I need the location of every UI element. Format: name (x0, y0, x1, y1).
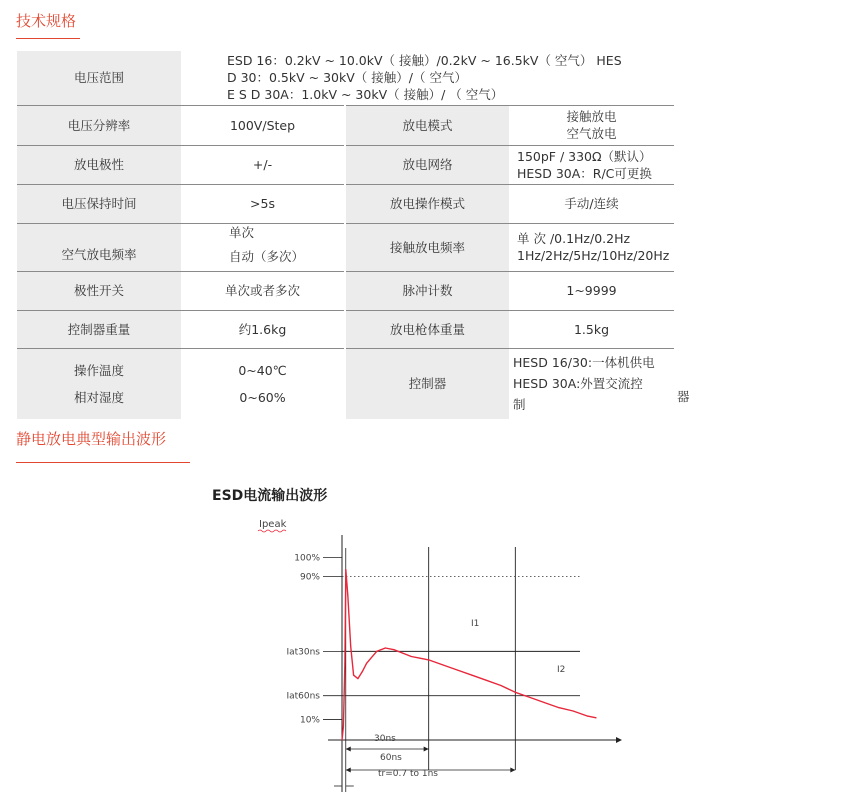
dim-60ns-head (510, 768, 515, 773)
spec-label: 操作温度 相对湿度 (17, 348, 181, 419)
spec-label: 电压分辨率 (17, 105, 181, 145)
waveform-point (370, 658, 371, 659)
spec-value: 接触放电 空气放电 (509, 105, 674, 145)
y-tick-label: 90% (299, 572, 320, 583)
spec-value: 150pF / 330Ω（默认） HESD 30A：R/C可更换 (509, 145, 674, 184)
spec-value: 单次 自动（多次） (181, 223, 345, 271)
spec-label: 空气放电频率 (17, 223, 181, 271)
y-tick-label: Iat30ns (286, 647, 320, 658)
waveform-point (345, 569, 346, 570)
waveform-point (385, 647, 386, 648)
waveform-point (428, 659, 429, 660)
spec-value: 单次或者多次 (181, 271, 345, 310)
waveform-point (457, 670, 458, 671)
spec-label: 控制器 (345, 348, 509, 419)
waveform-curve (342, 570, 596, 740)
spec-label: 极性开关 (17, 271, 181, 310)
waveform-point (411, 656, 412, 657)
y-axis-label: Ipeak (259, 519, 287, 530)
waveform-point (443, 664, 444, 665)
dim-30ns-tail (346, 747, 351, 752)
waveform-point (393, 649, 394, 650)
waveform-point (362, 671, 363, 672)
spec-value: >5s (181, 184, 345, 223)
waveform-point (357, 678, 358, 679)
waveform-point (486, 680, 487, 681)
spec-label: 脉冲计数 (345, 271, 509, 310)
spec-value: 0~40℃ 0~60% (181, 348, 345, 419)
waveform-point (419, 658, 420, 659)
waveform-point (343, 726, 344, 727)
spec-label: 电压保持时间 (17, 184, 181, 223)
y-label-underline (258, 530, 286, 532)
spec-label: 电压范围 (17, 51, 181, 105)
dim-60ns-tail (346, 768, 351, 773)
spec-value: ESD 16：0.2kV ~ 10.0kV（ 接触）/0.2kV ~ 16.5kV（ 空气） HES D 30：0.5kV ~ 30kV（ 接触）/（ 空气） E S D 30A：1.0kV ~ 30kV（ 接触）/ （ 空气） (181, 51, 674, 105)
y-tick-label: Iat60ns (286, 691, 320, 702)
waveform-point (587, 716, 588, 717)
spec-label: 放电网络 (345, 145, 509, 184)
spec-value: 1.5kg (509, 310, 674, 348)
spec-value: 约1.6kg (181, 310, 345, 348)
spec-value: 100V/Step (181, 105, 345, 145)
spec-value: 手动/连续 (509, 184, 674, 223)
spec-label: 控制器重量 (17, 310, 181, 348)
waveform-point (353, 675, 354, 676)
waveform-point (500, 685, 501, 686)
spec-label: 放电模式 (345, 105, 509, 145)
waveform-section-title: 静电放电典型输出波形 (16, 430, 167, 448)
spec-value: 单 次 /0.1Hz/0.2Hz 1Hz/2Hz/5Hz/10Hz/20Hz (509, 223, 674, 271)
spec-value: 1~9999 (509, 271, 674, 310)
chart-title: ESD电流输出波形 (212, 488, 328, 504)
spec-label: 放电极性 (17, 145, 181, 184)
waveform-point (573, 710, 574, 711)
spec-value: +/- (181, 145, 345, 184)
waveform-point (596, 717, 597, 718)
spec-value: HESD 16/30:一体机供电 HESD 30A:外置交流控 制 器 (509, 348, 674, 419)
waveform-point (341, 739, 342, 740)
curve-label-i2: I2 (557, 665, 566, 675)
dim-30ns-head (424, 747, 429, 752)
spec-section-title: 技术规格 (16, 12, 77, 30)
waveform-point (347, 595, 348, 596)
waveform-point (529, 697, 530, 698)
y-tick-label: 10% (299, 715, 320, 726)
x-axis-arrow (616, 737, 622, 743)
x-annotation-60ns: 60ns (380, 753, 402, 763)
waveform-point (350, 646, 351, 647)
waveform-point (344, 663, 345, 664)
spec-label: 放电操作模式 (345, 184, 509, 223)
spec-label: 放电枪体重量 (345, 310, 509, 348)
waveform-point (544, 702, 545, 703)
waveform-point (515, 692, 516, 693)
waveform-point (402, 652, 403, 653)
waveform-point (366, 663, 367, 664)
waveform-point (471, 675, 472, 676)
y-tick-label: 100% (294, 553, 320, 564)
spec-label: 接触放电频率 (345, 223, 509, 271)
x-annotation-30ns: 30ns (374, 734, 396, 744)
x-annotation-tr: tr=0.7 to 1ns (378, 769, 438, 779)
curve-label-i1: I1 (471, 619, 480, 629)
waveform-point (558, 707, 559, 708)
waveform-point (376, 651, 377, 652)
spec-overflow-char: 器 (677, 388, 690, 404)
